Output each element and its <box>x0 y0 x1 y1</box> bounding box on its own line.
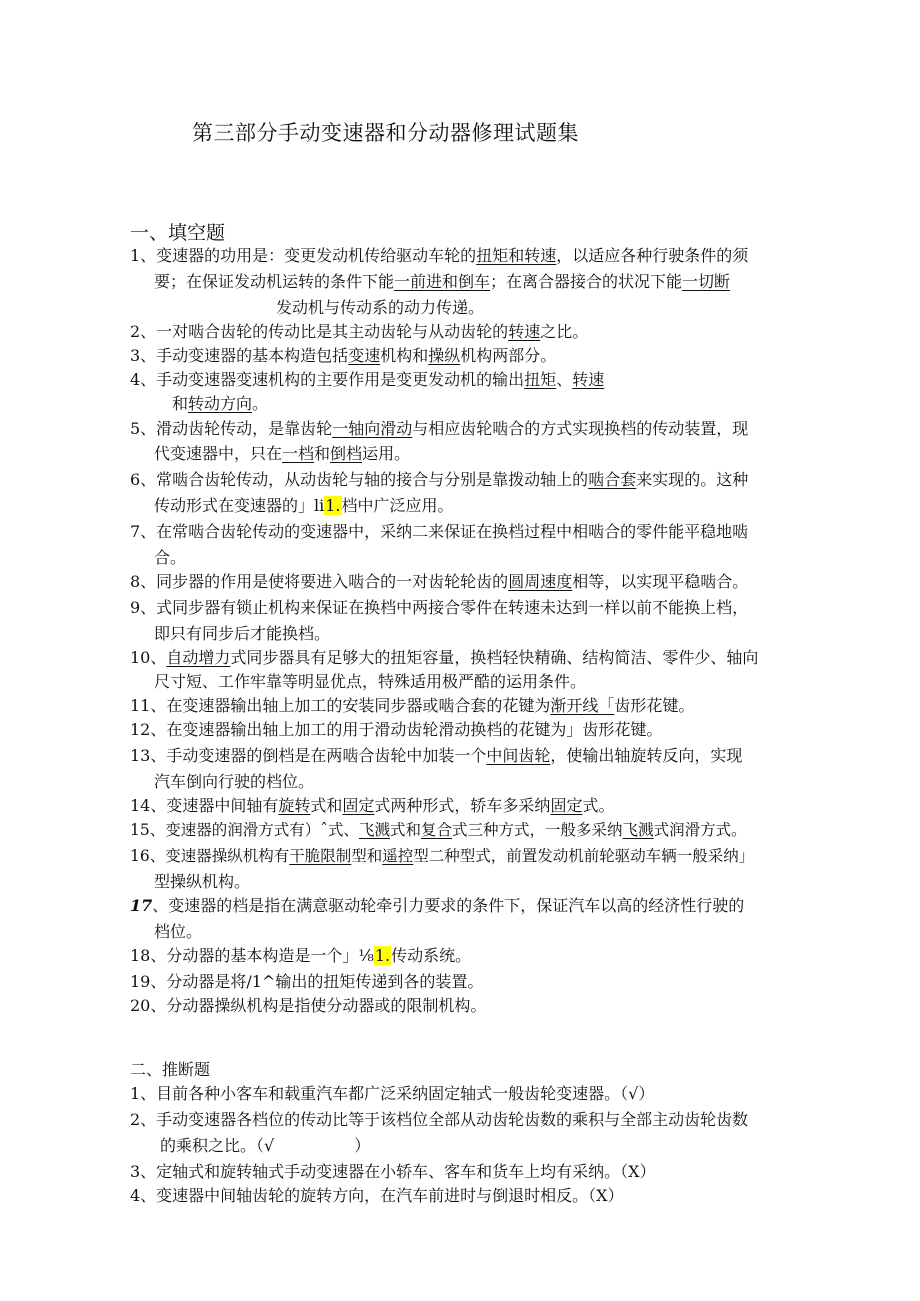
answer-blank: 操纵 <box>428 346 461 365</box>
text: 与相应齿轮啮合的方式实现换档的传动装置，现 <box>412 419 749 438</box>
question-13-line-1 <box>130 743 850 769</box>
answer-blank: 自动增力 <box>166 648 231 667</box>
text: 、 <box>556 370 573 389</box>
question-17-line-2: 档位。 <box>154 922 203 941</box>
text: 11、在变速器输出轴上加工的安装同步器或啮合套的花键为 <box>130 696 551 715</box>
question-4-line-2 <box>172 391 268 417</box>
text: 6、常啮合齿轮传动，从动齿轮与轴的接合与分别是靠拨动轴上的 <box>130 470 589 489</box>
text: 代变速器中，只在 <box>154 444 283 463</box>
answer-blank: 倒档 <box>330 444 363 463</box>
text: ，以适应各种行驶条件的须 <box>556 246 749 265</box>
text: 机构和 <box>380 346 429 365</box>
text: 16、变速器操纵机构有 <box>130 847 290 865</box>
question-7-line-1: 7、在常啮合齿轮传动的变速器中，采纳二来保证在换档过程中相啮合的零件能平稳地啮 <box>130 522 749 541</box>
answer-blank: 扭矩和转速 <box>476 246 557 265</box>
text: 传动形式在变速器的」li <box>154 496 325 515</box>
text: 和 <box>172 394 189 413</box>
question-1-line-3: 发动机与传动系的动力传递。 <box>276 298 485 317</box>
text: 10、 <box>130 648 167 667</box>
section-fill-in-blank-heading: 一、填空题 <box>130 222 226 244</box>
question-18 <box>130 943 850 969</box>
text: 2、一对啮合齿轮的传动比是其主动齿轮与从动齿轮的 <box>130 322 509 341</box>
judgment-2-line-1: 2、手动变速器各档位的传动比等于该档位全部从动齿轮齿数的乘积与全部主动齿轮齿数 <box>130 1110 749 1129</box>
answer-blank: 一切断 <box>682 272 731 291</box>
question-4-line-1 <box>130 367 850 393</box>
question-8 <box>130 569 850 595</box>
question-12: 12、在变速器输出轴上加工的用于滑动齿轮滑动换档的花键为」齿形花键。 <box>130 720 663 739</box>
text: 机构两部分。 <box>460 346 557 365</box>
text: 之比。 <box>540 322 589 341</box>
text: 相等，以实现平稳啮合。 <box>572 572 749 591</box>
text: 5、滑动齿轮传动，是靠齿轮 <box>130 419 333 438</box>
text: 档中广泛应用。 <box>341 496 454 515</box>
text: 8、同步器的作用是使将要进入啮合的一对齿轮轮齿的 <box>130 572 509 591</box>
text: 型和 <box>351 847 383 865</box>
question-11 <box>130 693 850 719</box>
answer-blank: 扭矩 <box>524 370 557 389</box>
question-3 <box>130 343 850 369</box>
text: 、变速器的档是指在满意驱动轮牵引力要求的条件下，保证汽车以高的经济性行驶的 <box>152 896 745 915</box>
text: 式润滑方式。 <box>653 821 747 839</box>
text: 1、变速器的功用是：变更发动机传给驱动车轮的 <box>130 246 477 265</box>
question-7-line-2: 合。 <box>154 548 187 567</box>
text: 式和 <box>390 821 422 839</box>
text: 要；在保证发动机运转的条件下能 <box>154 272 395 291</box>
text: 传动系统。 <box>391 946 472 965</box>
question-9-line-2: 即只有同步后才能换档。 <box>154 624 331 643</box>
answer-blank: 复合 <box>421 821 453 839</box>
answer-blank: 圆周速度 <box>508 572 573 591</box>
question-10-line-2: 尺寸短、工作牢靠等明显优点，特殊适用极严酷的运用条件。 <box>154 672 587 691</box>
answer-blank: 中间齿轮 <box>486 746 551 765</box>
answer-blank: 渐开线「 <box>550 696 615 715</box>
text: 14、变速器中间轴有 <box>130 796 279 815</box>
question-5-line-1 <box>130 416 850 442</box>
question-14 <box>130 793 850 819</box>
question-20: 20、分动器操纵机构是指使分动器或的限制机构。 <box>130 996 487 1015</box>
text: 式。 <box>582 796 615 815</box>
judgment-3: 3、定轴式和旋转轴式手动变速器在小轿车、客车和货车上均有采纳。（X） <box>130 1162 656 1181</box>
question-10-line-1 <box>130 645 850 671</box>
answer-blank: 转速 <box>572 370 605 389</box>
text: 18、分动器的基本构造是一个」⅛ <box>130 946 374 965</box>
question-6-line-2 <box>154 493 454 519</box>
highlighted-text: 1. <box>374 946 391 965</box>
answer-blank: 一前进和倒车 <box>394 272 491 291</box>
text: 3、手动变速器的基本构造包括 <box>130 346 349 365</box>
text: 式和 <box>310 796 343 815</box>
section-true-false-heading: 二、推断题 <box>130 1060 211 1079</box>
question-13-line-2: 汽车倒向行驶的档位。 <box>154 772 315 791</box>
text: ） <box>354 1136 371 1155</box>
text: 和 <box>314 444 331 463</box>
answer-blank: 变速 <box>348 346 381 365</box>
answer-blank: 飞溅 <box>622 821 654 839</box>
text: ；在离合器接合的状况下能 <box>490 272 683 291</box>
text: 运用。 <box>362 444 411 463</box>
text: 式同步器具有足够大的扭矩容量，换档轻快精确、结构简洁、零件少、轴向 <box>230 648 759 667</box>
text: 13、手动变速器的倒档是在两啮合齿轮中加装一个 <box>130 746 487 765</box>
text: 。 <box>252 394 269 413</box>
question-16-line-1 <box>130 843 850 869</box>
answer-blank: 转动方向 <box>188 394 253 413</box>
answer-blank: 一轴向滑动 <box>332 419 413 438</box>
text: 15、变速器的润滑方式有）ˆ式、 <box>130 821 359 839</box>
question-2 <box>130 319 850 345</box>
question-16-line-2: 型操纵机构。 <box>154 872 251 891</box>
question-1-line-2 <box>154 269 730 295</box>
answer-blank: 旋转 <box>278 796 311 815</box>
text: 齿形花键。 <box>614 696 695 715</box>
text: 式两种形式，轿车多采纳 <box>374 796 551 815</box>
question-5-line-2 <box>154 441 410 467</box>
answer-blank: 啮合套 <box>588 470 637 489</box>
judgment-4: 4、变速器中间轴齿轮的旋转方向，在汽车前进时与倒退时相反。（X） <box>130 1186 624 1205</box>
text: 式三种方式，一般多采纳 <box>452 821 623 839</box>
question-17-line-1 <box>130 893 850 919</box>
question-15 <box>130 817 850 843</box>
text: 4、手动变速器变速机构的主要作用是变更发动机的输出 <box>130 370 525 389</box>
question-number: 17 <box>130 896 153 915</box>
question-19: 19、分动器是将/1^输出的扭矩传递到各的装置。 <box>130 972 484 991</box>
answer-blank: 一档 <box>282 444 315 463</box>
answer-blank: 遥控 <box>382 847 414 865</box>
text: 来实现的。这种 <box>636 470 749 489</box>
answer-blank: 固定 <box>342 796 375 815</box>
text: 的乘积之比。（√ <box>160 1136 275 1155</box>
question-9-line-1: 9、式同步器有锁止机构来保证在换档中两接合零件在转速未达到一样以前不能换上档， <box>130 598 749 617</box>
answer-blank: 飞溅 <box>358 821 390 839</box>
text: 型二种型式，前置发动机前轮驱动车辆一般采纳」 <box>413 847 755 865</box>
answer-blank: 干脆限制 <box>289 847 352 865</box>
highlighted-text: 1. <box>325 496 341 515</box>
text: ，使输出轴旋转反向，实现 <box>550 746 743 765</box>
question-1-line-1 <box>130 243 850 269</box>
question-6-line-1 <box>130 467 850 493</box>
answer-blank: 固定 <box>550 796 583 815</box>
document-title: 第三部分手动变速器和分动器修理试题集 <box>192 121 579 145</box>
judgment-2-line-2 <box>160 1133 370 1159</box>
answer-blank: 转速 <box>508 322 541 341</box>
judgment-1: 1、目前各种小客车和载重汽车都广泛采纳固定轴式一般齿轮变速器。（√） <box>130 1084 655 1103</box>
